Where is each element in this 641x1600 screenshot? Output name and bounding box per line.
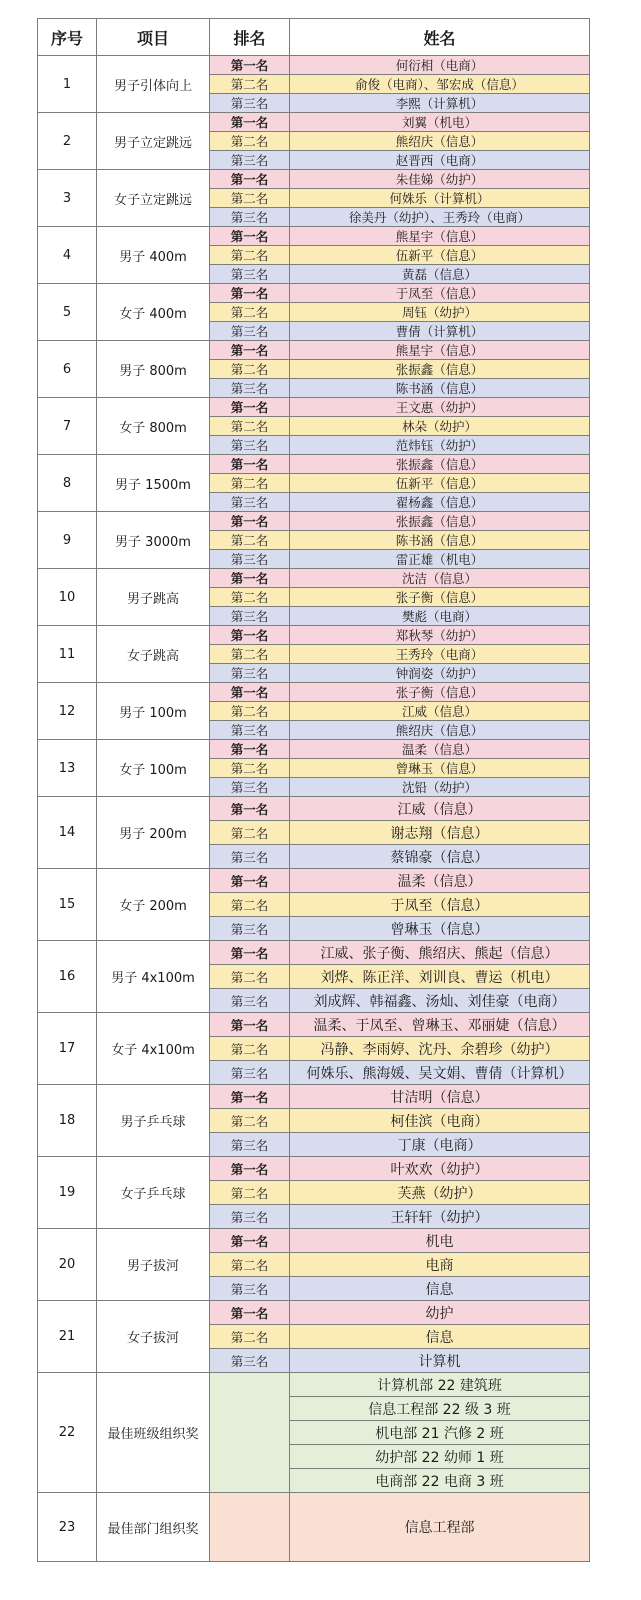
rank-label: 第一名 bbox=[210, 170, 290, 189]
event-number: 12 bbox=[38, 683, 97, 740]
rank-label: 第三名 bbox=[210, 94, 290, 113]
rank-label: 第三名 bbox=[210, 607, 290, 626]
winner-name: 沈洁（信息） bbox=[290, 569, 590, 588]
winner-name: 张子衡（信息） bbox=[290, 588, 590, 607]
rank-label: 第三名 bbox=[210, 151, 290, 170]
award-winner: 信息工程部 22 级 3 班 bbox=[290, 1397, 590, 1421]
winner-name: 俞俊（电商）、邹宏成（信息） bbox=[290, 75, 590, 94]
rank-label: 第二名 bbox=[210, 531, 290, 550]
rank-label: 第一名 bbox=[210, 941, 290, 965]
rank-label: 第一名 bbox=[210, 1013, 290, 1037]
winner-name: 张子衡（信息） bbox=[290, 683, 590, 702]
winner-name: 王轩轩（幼护） bbox=[290, 1205, 590, 1229]
rank-label: 第二名 bbox=[210, 965, 290, 989]
rank-label: 第三名 bbox=[210, 436, 290, 455]
event-name: 女子乒乓球 bbox=[97, 1157, 210, 1229]
rank-label: 第一名 bbox=[210, 626, 290, 645]
rank-label: 第二名 bbox=[210, 645, 290, 664]
winner-name: 叶欢欢（幼护） bbox=[290, 1157, 590, 1181]
award-number: 23 bbox=[38, 1493, 97, 1562]
event-number: 14 bbox=[38, 797, 97, 869]
winner-name: 曾琳玉（信息） bbox=[290, 917, 590, 941]
winner-name: 计算机 bbox=[290, 1349, 590, 1373]
winner-name: 刘成辉、韩福鑫、汤灿、刘佳豪（电商） bbox=[290, 989, 590, 1013]
winner-name: 信息 bbox=[290, 1277, 590, 1301]
rank-label: 第一名 bbox=[210, 683, 290, 702]
rank-label: 第二名 bbox=[210, 588, 290, 607]
winner-name: 范炜钰（幼护） bbox=[290, 436, 590, 455]
rank-label: 第三名 bbox=[210, 1349, 290, 1373]
event-number: 4 bbox=[38, 227, 97, 284]
rank-label: 第三名 bbox=[210, 379, 290, 398]
event-number: 8 bbox=[38, 455, 97, 512]
event-name: 男子立定跳远 bbox=[97, 113, 210, 170]
rank-label: 第二名 bbox=[210, 246, 290, 265]
winner-name: 江威（信息） bbox=[290, 797, 590, 821]
winner-name: 翟杨鑫（信息） bbox=[290, 493, 590, 512]
winner-name: 林朵（幼护） bbox=[290, 417, 590, 436]
rank-label: 第一名 bbox=[210, 341, 290, 360]
event-number: 9 bbox=[38, 512, 97, 569]
rank-label: 第三名 bbox=[210, 265, 290, 284]
table-row bbox=[38, 869, 590, 893]
table-row bbox=[38, 1301, 590, 1325]
winner-name: 陈书涵（信息） bbox=[290, 531, 590, 550]
rank-label: 第一名 bbox=[210, 398, 290, 417]
event-name: 男子 4x100m bbox=[97, 941, 210, 1013]
rank-label: 第二名 bbox=[210, 759, 290, 778]
winner-name: 曹倩（计算机） bbox=[290, 322, 590, 341]
event-number: 16 bbox=[38, 941, 97, 1013]
event-name: 男子 1500m bbox=[97, 455, 210, 512]
rank-label: 第一名 bbox=[210, 1157, 290, 1181]
rank-label: 第二名 bbox=[210, 702, 290, 721]
table-row bbox=[38, 1229, 590, 1253]
winner-name: 李熙（计算机） bbox=[290, 94, 590, 113]
rank-label: 第二名 bbox=[210, 189, 290, 208]
winner-name: 熊绍庆（信息） bbox=[290, 721, 590, 740]
table-row bbox=[38, 569, 590, 588]
table-row bbox=[38, 1085, 590, 1109]
winner-name: 芙燕（幼护） bbox=[290, 1181, 590, 1205]
event-name: 女子 400m bbox=[97, 284, 210, 341]
rank-label: 第一名 bbox=[210, 797, 290, 821]
rank-label: 第二名 bbox=[210, 75, 290, 94]
award-name: 最佳班级组织奖 bbox=[97, 1373, 210, 1493]
winner-name: 钟润姿（幼护） bbox=[290, 664, 590, 683]
winner-name: 王秀玲（电商） bbox=[290, 645, 590, 664]
winner-name: 电商 bbox=[290, 1253, 590, 1277]
rank-label: 第二名 bbox=[210, 474, 290, 493]
event-name: 女子 4x100m bbox=[97, 1013, 210, 1085]
event-number: 13 bbox=[38, 740, 97, 797]
rank-label: 第三名 bbox=[210, 550, 290, 569]
rank-label: 第三名 bbox=[210, 1061, 290, 1085]
winner-name: 王文惠（幼护） bbox=[290, 398, 590, 417]
award-winner: 电商部 22 电商 3 班 bbox=[290, 1469, 590, 1493]
event-number: 3 bbox=[38, 170, 97, 227]
rank-label: 第二名 bbox=[210, 360, 290, 379]
award-winner: 幼护部 22 幼师 1 班 bbox=[290, 1445, 590, 1469]
winner-name: 曾琳玉（信息） bbox=[290, 759, 590, 778]
event-name: 男子 200m bbox=[97, 797, 210, 869]
rank-label: 第二名 bbox=[210, 893, 290, 917]
header-rank: 排名 bbox=[210, 19, 290, 56]
winner-name: 张振鑫（信息） bbox=[290, 455, 590, 474]
rank-label: 第二名 bbox=[210, 821, 290, 845]
winner-name: 樊彪（电商） bbox=[290, 607, 590, 626]
winner-name: 黄磊（信息） bbox=[290, 265, 590, 284]
header-event: 项目 bbox=[97, 19, 210, 56]
winner-name: 江威、张子衡、熊绍庆、熊起（信息） bbox=[290, 941, 590, 965]
winner-name: 郑秋琴（幼护） bbox=[290, 626, 590, 645]
rank-label: 第二名 bbox=[210, 417, 290, 436]
rank-label: 第一名 bbox=[210, 56, 290, 75]
winner-name: 幼护 bbox=[290, 1301, 590, 1325]
winner-name: 何姝乐（计算机） bbox=[290, 189, 590, 208]
award-rank-empty bbox=[210, 1373, 290, 1493]
rank-label: 第三名 bbox=[210, 1133, 290, 1157]
winner-name: 熊星宇（信息） bbox=[290, 341, 590, 360]
rank-label: 第三名 bbox=[210, 1277, 290, 1301]
winner-name: 谢志翔（信息） bbox=[290, 821, 590, 845]
winner-name: 机电 bbox=[290, 1229, 590, 1253]
event-name: 女子跳高 bbox=[97, 626, 210, 683]
rank-label: 第二名 bbox=[210, 1253, 290, 1277]
table-row bbox=[38, 797, 590, 821]
rank-label: 第一名 bbox=[210, 869, 290, 893]
winner-name: 丁康（电商） bbox=[290, 1133, 590, 1157]
winner-name: 张振鑫（信息） bbox=[290, 512, 590, 531]
table-row bbox=[38, 626, 590, 645]
rank-label: 第一名 bbox=[210, 569, 290, 588]
winner-name: 伍新平（信息） bbox=[290, 246, 590, 265]
rank-label: 第二名 bbox=[210, 1109, 290, 1133]
award-rank-empty bbox=[210, 1493, 290, 1562]
rank-label: 第一名 bbox=[210, 1301, 290, 1325]
rank-label: 第二名 bbox=[210, 1325, 290, 1349]
event-number: 10 bbox=[38, 569, 97, 626]
rank-label: 第一名 bbox=[210, 284, 290, 303]
event-name: 男子 400m bbox=[97, 227, 210, 284]
winner-name: 于凤至（信息） bbox=[290, 893, 590, 917]
rank-label: 第二名 bbox=[210, 1181, 290, 1205]
table-row bbox=[38, 398, 590, 417]
event-name: 男子引体向上 bbox=[97, 56, 210, 113]
winner-name: 温柔、于凤至、曾琳玉、邓丽婕（信息） bbox=[290, 1013, 590, 1037]
event-name: 女子立定跳远 bbox=[97, 170, 210, 227]
winner-name: 徐美丹（幼护）、王秀玲（电商） bbox=[290, 208, 590, 227]
event-number: 18 bbox=[38, 1085, 97, 1157]
rank-label: 第二名 bbox=[210, 303, 290, 322]
rank-label: 第三名 bbox=[210, 917, 290, 941]
winner-name: 雷正雄（机电） bbox=[290, 550, 590, 569]
event-number: 2 bbox=[38, 113, 97, 170]
table-row bbox=[38, 1157, 590, 1181]
event-name: 男子 100m bbox=[97, 683, 210, 740]
event-name: 男子 3000m bbox=[97, 512, 210, 569]
rank-label: 第三名 bbox=[210, 778, 290, 797]
award-number: 22 bbox=[38, 1373, 97, 1493]
event-name: 女子 100m bbox=[97, 740, 210, 797]
rank-label: 第三名 bbox=[210, 322, 290, 341]
event-name: 女子 800m bbox=[97, 398, 210, 455]
rank-label: 第二名 bbox=[210, 132, 290, 151]
winner-name: 何衍相（电商） bbox=[290, 56, 590, 75]
winner-name: 刘翼（机电） bbox=[290, 113, 590, 132]
table-row bbox=[38, 56, 590, 75]
rank-label: 第三名 bbox=[210, 664, 290, 683]
event-name: 男子跳高 bbox=[97, 569, 210, 626]
event-name: 男子乒乓球 bbox=[97, 1085, 210, 1157]
rank-label: 第一名 bbox=[210, 512, 290, 531]
event-name: 女子拔河 bbox=[97, 1301, 210, 1373]
winner-name: 陈书涵（信息） bbox=[290, 379, 590, 398]
table-row bbox=[38, 341, 590, 360]
winner-name: 温柔（信息） bbox=[290, 740, 590, 759]
award-winner: 计算机部 22 建筑班 bbox=[290, 1373, 590, 1397]
rank-label: 第一名 bbox=[210, 455, 290, 474]
winner-name: 伍新平（信息） bbox=[290, 474, 590, 493]
table-row bbox=[38, 512, 590, 531]
event-number: 11 bbox=[38, 626, 97, 683]
table-row bbox=[38, 1493, 590, 1562]
results-body bbox=[38, 56, 590, 1562]
event-name: 男子 800m bbox=[97, 341, 210, 398]
award-name: 最佳部门组织奖 bbox=[97, 1493, 210, 1562]
event-number: 19 bbox=[38, 1157, 97, 1229]
event-number: 1 bbox=[38, 56, 97, 113]
event-number: 7 bbox=[38, 398, 97, 455]
rank-label: 第一名 bbox=[210, 740, 290, 759]
winner-name: 信息 bbox=[290, 1325, 590, 1349]
table-row bbox=[38, 113, 590, 132]
winner-name: 甘洁明（信息） bbox=[290, 1085, 590, 1109]
winner-name: 于凤至（信息） bbox=[290, 284, 590, 303]
event-number: 6 bbox=[38, 341, 97, 398]
rank-label: 第一名 bbox=[210, 113, 290, 132]
rank-label: 第一名 bbox=[210, 1229, 290, 1253]
table-row bbox=[38, 227, 590, 246]
award-winner: 信息工程部 bbox=[290, 1493, 590, 1562]
rank-label: 第一名 bbox=[210, 1085, 290, 1109]
table-row bbox=[38, 683, 590, 702]
table-row bbox=[38, 170, 590, 189]
table-row bbox=[38, 455, 590, 474]
results-table bbox=[37, 18, 590, 1562]
rank-label: 第三名 bbox=[210, 845, 290, 869]
winner-name: 柯佳滨（电商） bbox=[290, 1109, 590, 1133]
winner-name: 沈铅（幼护） bbox=[290, 778, 590, 797]
winner-name: 温柔（信息） bbox=[290, 869, 590, 893]
rank-label: 第二名 bbox=[210, 1037, 290, 1061]
table-row bbox=[38, 1373, 590, 1397]
winner-name: 蔡锦豪（信息） bbox=[290, 845, 590, 869]
winner-name: 熊绍庆（信息） bbox=[290, 132, 590, 151]
event-name: 女子 200m bbox=[97, 869, 210, 941]
rank-label: 第三名 bbox=[210, 989, 290, 1013]
rank-label: 第三名 bbox=[210, 208, 290, 227]
header-number: 序号 bbox=[38, 19, 97, 56]
event-number: 17 bbox=[38, 1013, 97, 1085]
winner-name: 江威（信息） bbox=[290, 702, 590, 721]
event-name: 男子拔河 bbox=[97, 1229, 210, 1301]
winner-name: 朱佳娣（幼护） bbox=[290, 170, 590, 189]
table-row bbox=[38, 740, 590, 759]
winner-name: 熊星宇（信息） bbox=[290, 227, 590, 246]
header-name: 姓名 bbox=[290, 19, 590, 56]
award-winner: 机电部 21 汽修 2 班 bbox=[290, 1421, 590, 1445]
event-number: 20 bbox=[38, 1229, 97, 1301]
table-row bbox=[38, 941, 590, 965]
winner-name: 张振鑫（信息） bbox=[290, 360, 590, 379]
rank-label: 第三名 bbox=[210, 721, 290, 740]
table-row bbox=[38, 284, 590, 303]
header-row bbox=[38, 19, 590, 56]
table-row bbox=[38, 1013, 590, 1037]
winner-name: 赵晋西（电商） bbox=[290, 151, 590, 170]
winner-name: 周钰（幼护） bbox=[290, 303, 590, 322]
event-number: 15 bbox=[38, 869, 97, 941]
event-number: 21 bbox=[38, 1301, 97, 1373]
rank-label: 第三名 bbox=[210, 493, 290, 512]
rank-label: 第一名 bbox=[210, 227, 290, 246]
event-number: 5 bbox=[38, 284, 97, 341]
rank-label: 第三名 bbox=[210, 1205, 290, 1229]
winner-name: 冯静、李雨婷、沈丹、余碧珍（幼护） bbox=[290, 1037, 590, 1061]
winner-name: 何姝乐、熊海媛、吴文娟、曹倩（计算机） bbox=[290, 1061, 590, 1085]
winner-name: 刘烨、陈正洋、刘训良、曹运（机电） bbox=[290, 965, 590, 989]
